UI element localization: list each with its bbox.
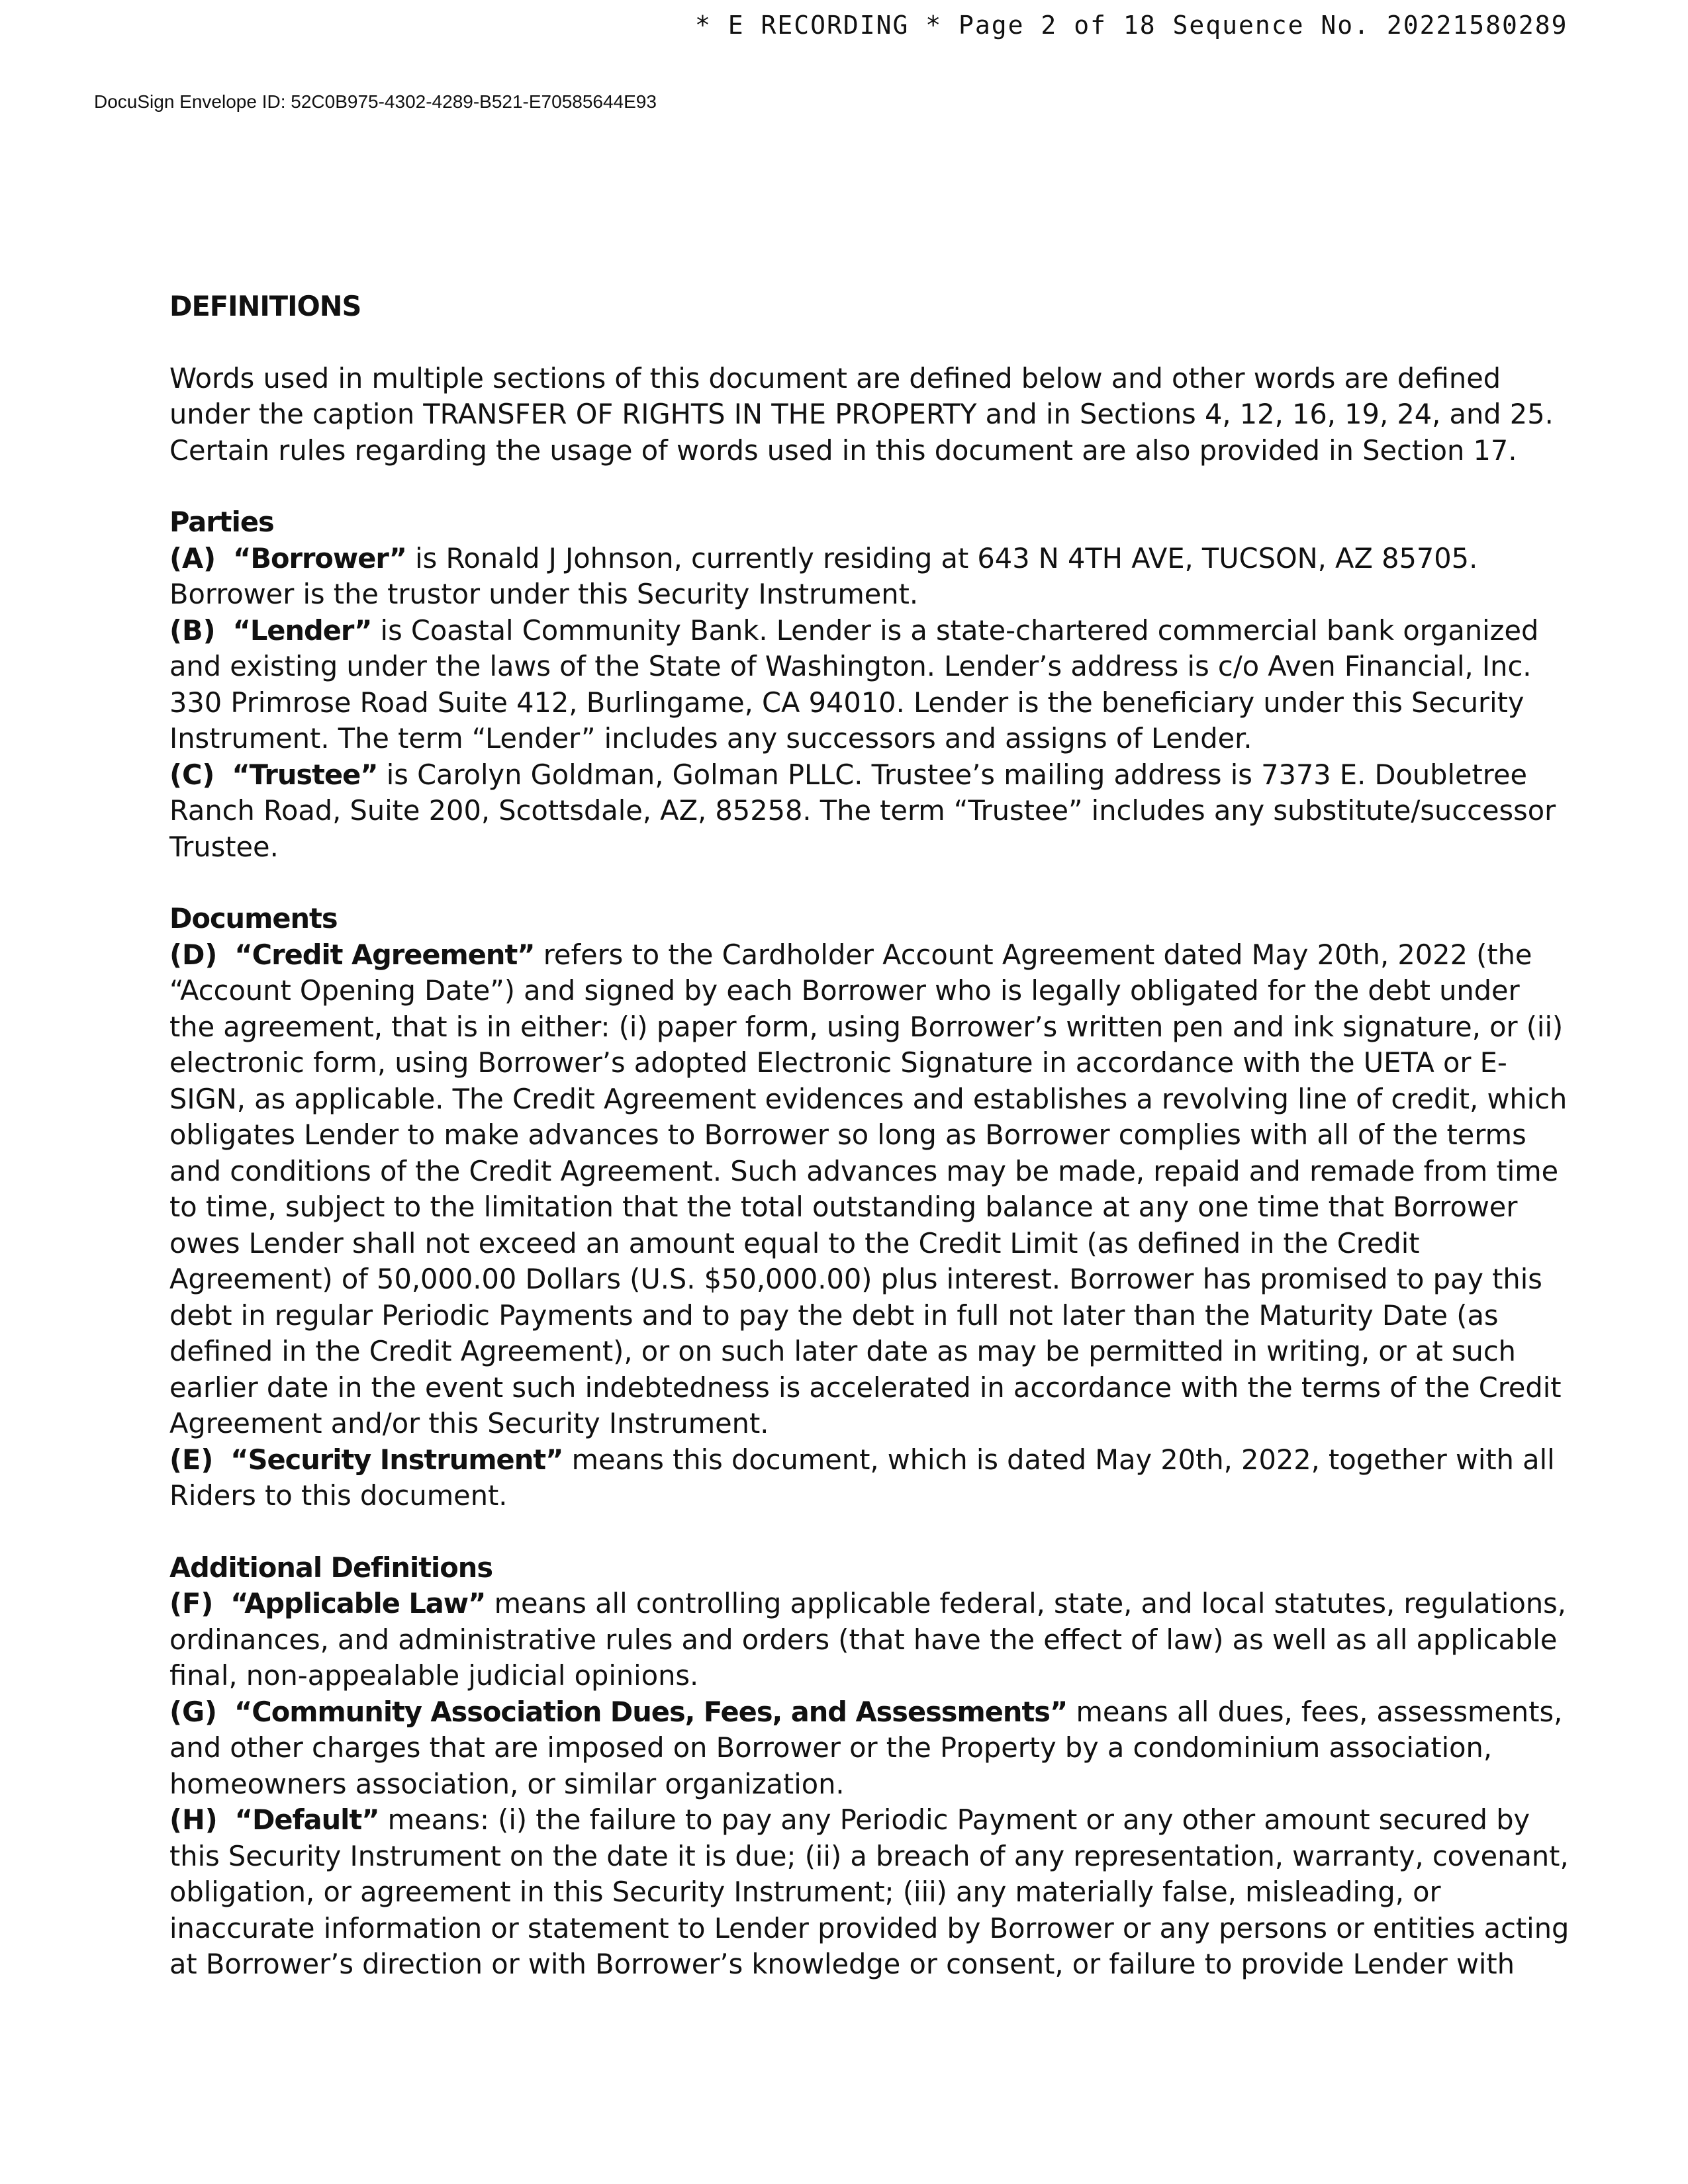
item-label: (A) xyxy=(169,541,216,574)
definition-text: is Ronald J Johnson, currently residing at 643 N 4TH AVE, TUCSON, AZ 85705. Borrower is the trustor under this Security Instrument. xyxy=(169,541,1478,610)
recording-header: * E RECORDING * Page 2 of 18 Sequence No. 20221580289 xyxy=(695,11,1568,40)
definition-item xyxy=(169,1802,1573,1983)
page-title: DEFINITIONS xyxy=(169,290,361,322)
section-heading-additional-definitions: Additional Definitions xyxy=(169,1551,493,1584)
definition-text: means all controlling applicable federal, state, and local statutes, regulations, ordinances, and administrative rules and orders (that have the effect of law) as well as all applicable final, non-appealable judicial opinions. xyxy=(169,1587,1566,1692)
defined-term: “Default” xyxy=(234,1803,379,1836)
item-label: (G) xyxy=(169,1695,217,1728)
item-label: (D) xyxy=(169,938,218,971)
definition-text: means this document, which is dated May 20th, 2022, together with all Riders to this document. xyxy=(169,1443,1555,1512)
definition-text: means: (i) the failure to pay any Periodic Payment or any other amount secured by this Security Instrument on the date it is due; (ii) a breach of any representation, warranty, covenant, obligation, or agreement in this Security Instrument; (iii) any materially false, misleading, or inaccurate information or statement to Lender provided by Borrower or any persons or entities acting at Borrower’s direction or with Borrower’s knowledge or consent, or failure to provide Lender with xyxy=(169,1803,1570,1980)
defined-term: “Borrower” xyxy=(233,541,406,574)
defined-term: “Trustee” xyxy=(232,758,378,791)
defined-term: “Applicable Law” xyxy=(230,1587,486,1619)
document-body xyxy=(169,289,1573,1983)
definition-text: is Carolyn Goldman, Golman PLLC. Trustee’s mailing address is 7373 E. Doubletree Ranch Road, Suite 200, Scottsdale, AZ, 85258. The term “Trustee” includes any substitute/successor Trustee. xyxy=(169,758,1556,863)
definition-item xyxy=(169,1442,1573,1514)
definition-item xyxy=(169,1586,1573,1694)
item-label: (F) xyxy=(169,1587,214,1619)
intro-paragraph: Words used in multiple sections of this document are defined below and other words are defined under the caption TRANSFER OF RIGHTS IN THE PROPERTY and in Sections 4, 12, 16, 19, 24, and 25. Certain rules regarding the usage of words used in this document are also provided in Section 17. xyxy=(169,361,1554,467)
definition-text: refers to the Cardholder Account Agreement dated May 20th, 2022 (the “Account Opening Date”) and signed by each Borrower who is legally obligated for the debt under the agreement, that is in either: (i) paper form, using Borrower’s written pen and ink signature, or (ii) electronic form, using Borrower’s adopted Electronic Signature in accordance with the UETA or E-SIGN, as applicable. The Credit Agreement evidences and establishes a revolving line of credit, which obligates Lender to make advances to Borrower so long as Borrower complies with all of the terms and conditions of the Credit Agreement. Such advances may be made, repaid and remade from time to time, subject to the limitation that the total outstanding balance at any one time that Borrower owes Lender shall not exceed an amount equal to the Credit Limit (as defined in the Credit Agreement) of 50,000.00 Dollars (U.S. $50,000.00) plus interest. Borrower has promised to pay this debt in regular Periodic Payments and to pay the debt in full not later than the Maturity Date (as defined in the Credit Agreement), or on such later date as may be permitted in writing, or at such earlier date in the event such indebtedness is accelerated in accordance with the terms of the Credit Agreement and/or this Security Instrument. xyxy=(169,938,1568,1439)
section-heading-parties: Parties xyxy=(169,506,274,538)
docusign-envelope-id: DocuSign Envelope ID: 52C0B975-4302-4289-B521-E70585644E93 xyxy=(94,91,657,112)
definition-item xyxy=(169,1694,1573,1803)
definition-item xyxy=(169,541,1573,613)
item-label: (E) xyxy=(169,1443,214,1476)
defined-term: “Credit Agreement” xyxy=(234,938,535,971)
defined-term: “Community Association Dues, Fees, and Assessments” xyxy=(234,1695,1068,1728)
item-label: (B) xyxy=(169,614,216,647)
definition-item xyxy=(169,937,1573,1442)
definition-text: means all dues, fees, assessments, and other charges that are imposed on Borrower or the Property by a condominium association, homeowners association, or similar organization. xyxy=(169,1695,1563,1800)
defined-term: “Lender” xyxy=(232,614,372,647)
defined-term: “Security Instrument” xyxy=(230,1443,563,1476)
item-label: (C) xyxy=(169,758,215,791)
definition-item xyxy=(169,613,1573,757)
item-label: (H) xyxy=(169,1803,218,1836)
section-heading-documents: Documents xyxy=(169,902,338,934)
definition-item xyxy=(169,757,1573,866)
definition-text: is Coastal Community Bank. Lender is a state-chartered commercial bank organized and existing under the laws of the State of Washington. Lender’s address is c/o Aven Financial, Inc. 330 Primrose Road Suite 412, Burlingame, CA 94010. Lender is the beneficiary under this Security Instrument. The term “Lender” includes any successors and assigns of Lender. xyxy=(169,614,1539,754)
